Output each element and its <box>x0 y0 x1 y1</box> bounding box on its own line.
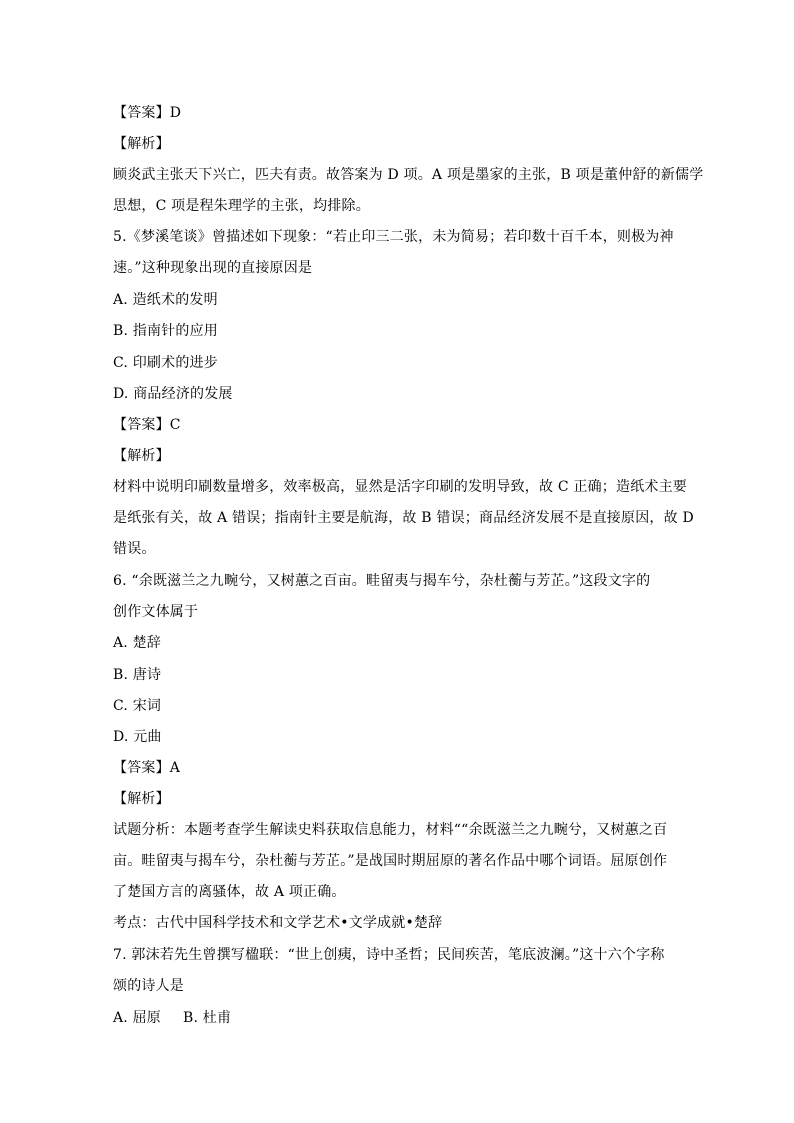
q6-option-a: A. 楚辞 <box>113 635 162 651</box>
analysis-text-q6-line3: 了楚国方言的离骚体，故 A 项正确。 <box>113 884 346 900</box>
analysis-text-q6-line1: 试题分析：本题考查学生解读史料获取信息能力，材料““余既滋兰之九畹兮，又树蕙之百 <box>113 822 668 838</box>
analysis-text-q6-line2: 亩。畦留夷与揭车兮，杂杜蘅与芳芷。”是战国时期屈原的著名作品中哪个词语。屈原创作 <box>113 853 668 869</box>
q7-option-a: A. 屈原 <box>113 1010 162 1026</box>
q5-option-b: B. 指南针的应用 <box>113 323 218 339</box>
test-point-q6: 考点：古代中国科学技术和文学艺术•文学成就•楚辞 <box>113 915 443 931</box>
q5-option-c: C. 印刷术的进步 <box>113 355 218 371</box>
q6-option-d: D. 元曲 <box>113 729 162 745</box>
answer-label-q6: 【答案】A <box>113 760 181 776</box>
analysis-text-q5-line1: 材料中说明印刷数量增多，效率极高，显然是活字印刷的发明导致，故 C 正确；造纸术主要 <box>113 479 688 495</box>
question-6-line1: 6. “余既滋兰之九畹兮，又树蕙之百亩。畦留夷与揭车兮，杂杜蘅与芳芷。”这段文字的 <box>113 573 651 589</box>
q7-option-b: B. 杜甫 <box>183 1010 232 1026</box>
analysis-text-q4-line1: 顾炎武主张天下兴亡，匹夫有责。故答案为 D 项。A 项是墨家的主张，B 项是董仲舒的新儒学 <box>113 167 704 183</box>
q5-option-a: A. 造纸术的发明 <box>113 292 218 308</box>
question-7-line1: 7. 郭沫若先生曾撰写楹联：“世上创痍，诗中圣哲；民间疾苦，笔底波澜。”这十六个字称 <box>113 947 665 963</box>
analysis-text-q5-line2: 是纸张有关，故 A 错误；指南针主要是航海，故 B 错误；商品经济发展不是直接原因，故 D <box>113 510 694 526</box>
question-6-line2: 创作文体属于 <box>113 604 199 620</box>
q5-option-d: D. 商品经济的发展 <box>113 386 233 402</box>
analysis-heading-q5: 【解析】 <box>113 448 170 464</box>
analysis-heading-q6: 【解析】 <box>113 791 170 807</box>
question-7-line2: 颂的诗人是 <box>113 978 184 994</box>
answer-label-q5: 【答案】C <box>113 417 181 433</box>
analysis-text-q4-line2: 思想，C 项是程朱理学的主张，均排除。 <box>113 198 370 214</box>
q7-options-row <box>113 1009 693 1027</box>
answer-label-q4: 【答案】D <box>113 105 182 121</box>
question-5-line1: 5.《梦溪笔谈》曾描述如下现象：“若止印三二张，未为简易；若印数十百千本，则极为神 <box>113 229 674 245</box>
q6-option-b: B. 唐诗 <box>113 667 162 683</box>
analysis-text-q5-line3: 错误。 <box>113 541 156 557</box>
analysis-heading-q4: 【解析】 <box>113 136 170 152</box>
question-5-line2: 速。”这种现象出现的直接原因是 <box>113 260 313 276</box>
q6-option-c: C. 宋词 <box>113 698 162 714</box>
